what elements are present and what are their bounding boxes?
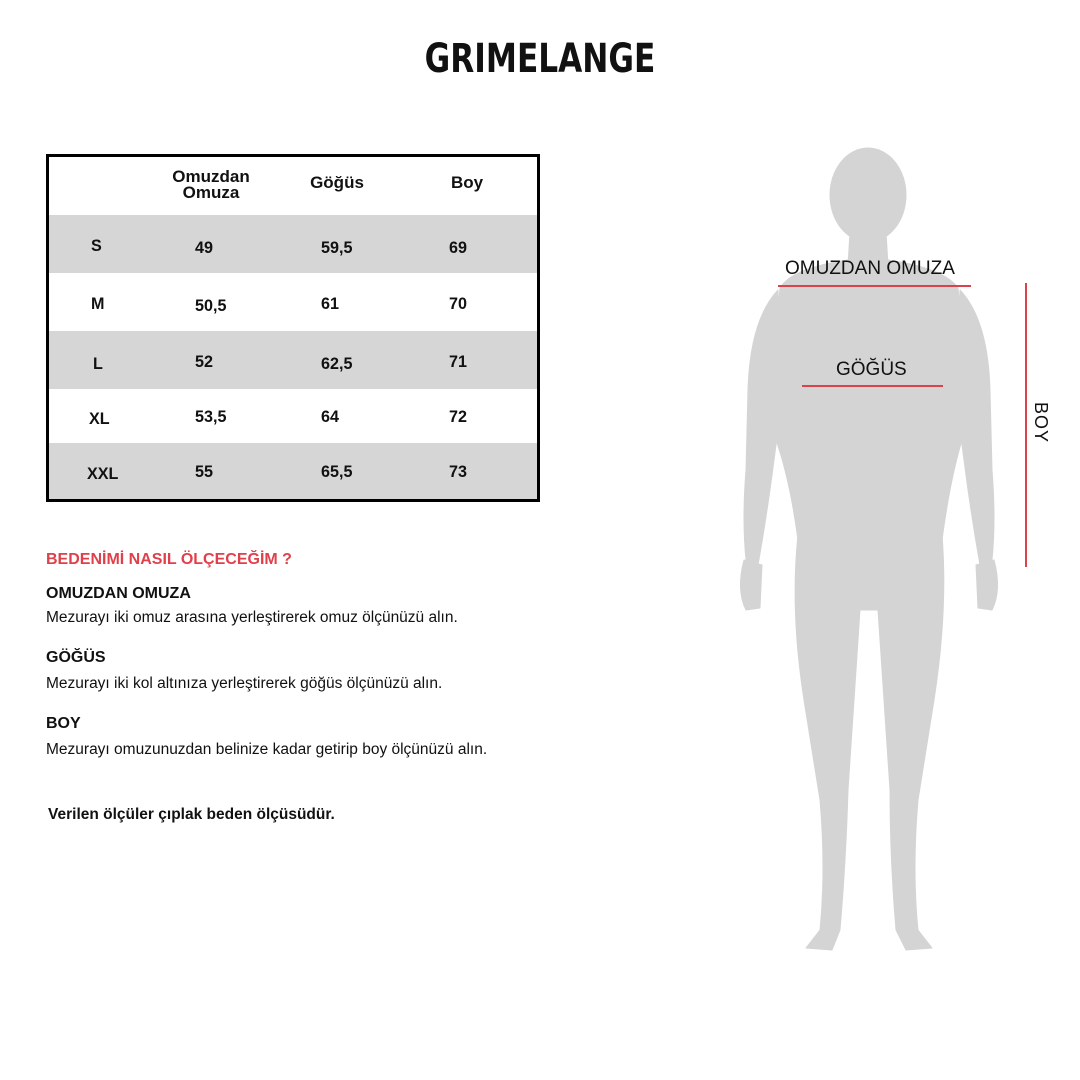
table-row [49, 215, 537, 273]
shoulder-cell: 50,5 [195, 296, 227, 315]
chest-cell: 59,5 [321, 238, 353, 257]
table-row [49, 389, 537, 443]
size-cell: XL [89, 409, 110, 428]
chest-cell: 65,5 [321, 462, 353, 481]
length-cell: 70 [449, 294, 467, 313]
guide-heading-shoulder: OMUZDAN OMUZA [46, 585, 191, 602]
guide-heading-chest: GÖĞÜS [46, 649, 106, 666]
length-cell: 72 [449, 407, 467, 426]
header-shoulder-line2: Omuza [182, 183, 240, 202]
guide-title: BEDENİMİ NASIL ÖLÇECEĞİM ? [46, 551, 292, 568]
table-row [49, 331, 537, 389]
shoulder-cell: 49 [195, 238, 213, 257]
guide-heading-length: BOY [46, 715, 81, 732]
length-cell: 69 [449, 238, 467, 257]
length-measure-line [1025, 283, 1027, 567]
header-shoulder [161, 169, 261, 201]
size-table [46, 154, 540, 502]
shoulder-label: OMUZDAN OMUZA [785, 258, 955, 279]
size-cell: XXL [87, 464, 119, 483]
measurement-note: Verilen ölçüler çıplak beden ölçüsüdür. [48, 806, 335, 823]
chest-cell: 61 [321, 294, 339, 313]
length-cell: 71 [449, 352, 467, 371]
size-cell: L [93, 354, 103, 373]
chest-label: GÖĞÜS [836, 359, 907, 380]
shoulder-cell: 55 [195, 462, 213, 481]
header-chest: Göğüs [310, 173, 364, 192]
size-cell: M [91, 294, 105, 313]
length-cell: 73 [449, 462, 467, 481]
guide-text-shoulder: Mezurayı iki omuz arasına yerleştirerek omuz ölçünüzü alın. [46, 609, 458, 626]
shoulder-cell: 52 [195, 352, 213, 371]
header-length: Boy [450, 173, 484, 192]
table-header-row [49, 157, 537, 215]
shoulder-cell: 53,5 [195, 407, 227, 426]
chest-cell: 64 [321, 407, 339, 426]
shoulder-measure-line [778, 285, 971, 287]
brand-logo: GRIMELANGE [424, 36, 656, 82]
table-row [49, 443, 537, 499]
chest-cell: 62,5 [321, 354, 353, 373]
guide-text-chest: Mezurayı iki kol altınıza yerleştirerek göğüs ölçünüzü alın. [46, 675, 443, 692]
table-row [49, 273, 537, 331]
size-cell: S [91, 236, 102, 255]
chest-measure-line [802, 385, 943, 387]
length-label: BOY [1031, 402, 1051, 444]
guide-text-length: Mezurayı omuzunuzdan belinize kadar getirip boy ölçünüzü alın. [46, 741, 488, 758]
header-shoulder-line1: Omuzdan [172, 167, 250, 186]
